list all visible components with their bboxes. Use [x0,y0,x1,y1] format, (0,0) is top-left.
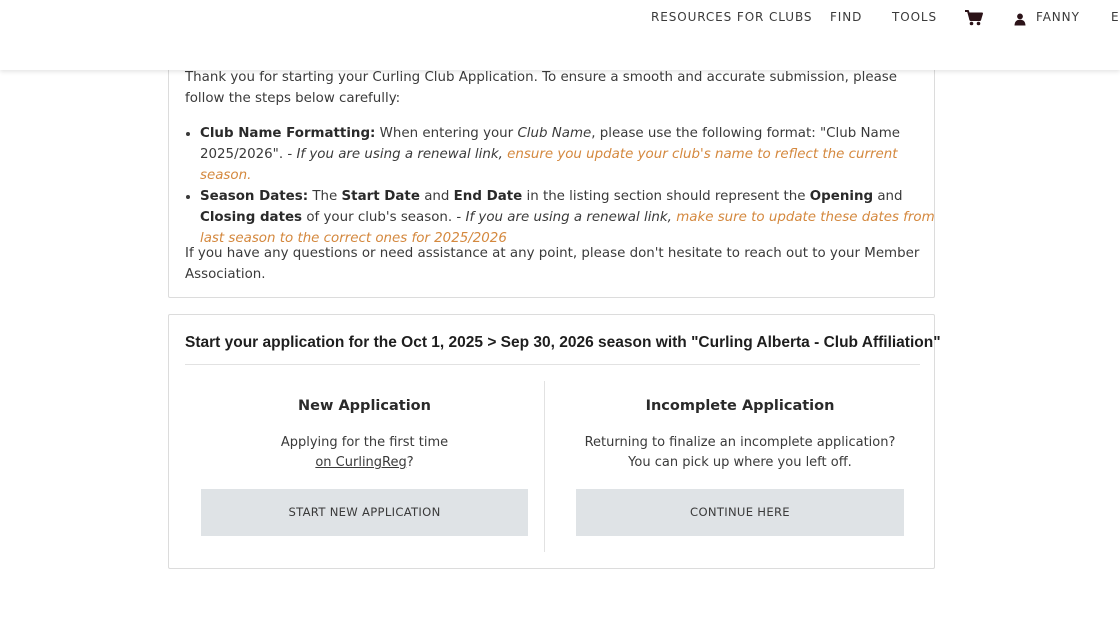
instructions-card [168,50,935,298]
start-application-heading: Start your application for the Oct 1, 2025 > Sep 30, 2026 season with "Curling Alberta - Club Affiliation" [185,334,941,351]
steps-list [185,123,938,249]
club-name-term: Club Name [517,126,592,141]
curlingreg-link[interactable]: on CurlingReg [315,455,407,470]
start-date-term: Start Date [341,189,420,204]
nav-resources-for-clubs[interactable]: RESOURCES FOR CLUBS [651,10,813,24]
step-text: of your club's season. - [306,210,462,225]
start-application-card [168,314,941,569]
renewal-note: If you are using a renewal link, [296,147,503,162]
new-application-description [201,433,528,473]
step-label: Season Dates: [200,189,309,204]
nav-user-name[interactable]: FANNY [1036,10,1080,24]
step-text: When entering your [379,126,514,141]
step-text: in the listing section should represent the [526,189,806,204]
assistance-text: If you have any questions or need assistance at any point, please don't hesitate to reach out to your Member Association. [185,246,920,282]
step-season-dates [200,186,938,249]
column-divider [544,381,545,552]
top-navbar [0,0,1120,70]
start-new-application-button[interactable]: START NEW APPLICATION [201,489,528,536]
end-date-term: End Date [453,189,523,204]
step-text: , please use the following format: "Club Name 2025/2026". - [200,126,900,162]
user-icon[interactable] [1014,11,1026,24]
nav-find[interactable]: FIND [830,10,863,24]
renewal-note: If you are using a renewal link, [465,210,672,225]
nav-overflow-item[interactable]: E [1111,10,1120,24]
cart-icon[interactable] [964,9,984,27]
step-label: Club Name Formatting: [200,126,376,141]
renewal-instruction: ensure you update your club's name to reflect the current season. [200,147,898,183]
nav-tools[interactable]: TOOLS [892,10,938,24]
new-application-title: New Application [298,398,431,414]
new-application-desc-text: Applying for the first time [280,435,449,450]
heading-divider [185,364,920,365]
step-club-name-formatting [200,123,938,186]
continue-here-button[interactable]: CONTINUE HERE [576,489,904,536]
incomplete-application-title: Incomplete Application [645,398,835,414]
step-text: The [312,189,338,204]
opening-term: Opening [809,189,874,204]
renewal-instruction: make sure to update these dates from last season to the correct ones for 2025/2026 [200,210,935,246]
step-text: and [424,189,450,204]
intro-text: Thank you for starting your Curling Club Application. To ensure a smooth and accurate submission, please follow the steps below carefully: [185,70,897,106]
incomplete-application-description: Returning to finalize an incomplete application? You can pick up where you left off. [584,435,896,470]
step-text: and [877,189,903,204]
closing-term: Closing dates [200,210,303,225]
new-application-desc-suffix: ? [406,455,414,470]
